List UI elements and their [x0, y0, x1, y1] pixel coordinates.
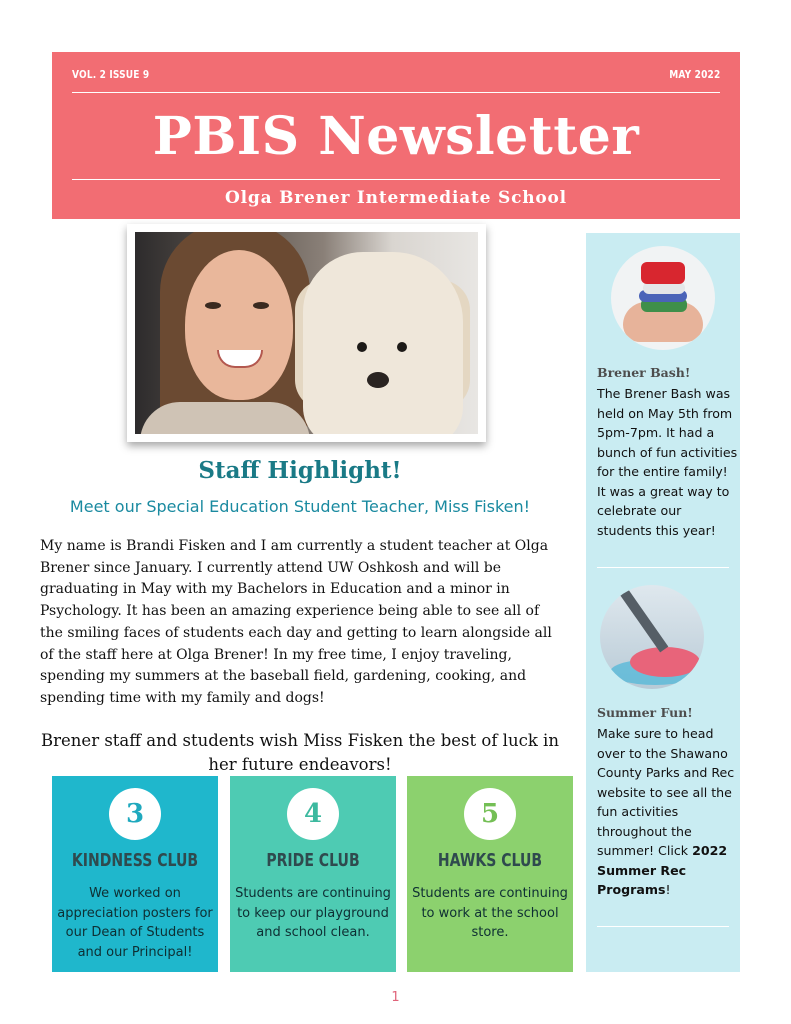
banner-divider-bottom [72, 179, 720, 180]
staff-photo-image [135, 232, 478, 434]
summer-fun-text: Make sure to head over to the Shawano County Parks and Rec website to see all the fun activities throughout the summer! Click 2022 Summer Rec Programs! [597, 726, 735, 897]
staff-highlight-heading: Staff Highlight! [198, 457, 402, 484]
club-description: We worked on appreciation posters for our Dean of Students and our Principal! [57, 886, 213, 960]
sidebar-divider [597, 926, 729, 927]
club-card-hawks [407, 776, 573, 972]
club-name: KINDNESS CLUB [71, 850, 199, 871]
issue-date: MAY 2022 [668, 68, 720, 81]
brener-bash-text: The Brener Bash was held on May 5th from 5pm-7pm. It had a bunch of fun activities for the entire family! It was a great way to celebrate our students this year! [597, 386, 738, 538]
issue-volume: VOL. 2 ISSUE 9 [72, 68, 150, 81]
sidebar [586, 233, 740, 972]
dog-illustration [303, 252, 463, 434]
club-description: Students are continuing to keep our playground and school clean. [235, 886, 391, 940]
staff-photo [127, 224, 486, 442]
summer-rec-programs-link[interactable]: 2022 Summer Rec Programs [597, 843, 728, 897]
newsletter-title: PBIS Newsletter [152, 106, 640, 167]
club-description: Students are continuing to work at the school store. [412, 886, 568, 940]
club-name: PRIDE CLUB [266, 850, 360, 871]
club-name: HAWKS CLUB [437, 850, 543, 871]
sidebar-divider [597, 567, 729, 568]
brener-bash-heading: Brener Bash! [597, 365, 691, 380]
newsletter-banner [52, 52, 740, 219]
clay-blocks-image [611, 246, 715, 350]
club-card-kindness [52, 776, 218, 972]
club-card-pride [230, 776, 396, 972]
staff-highlight-subheading: Meet our Special Education Student Teacher, Miss Fisken! [69, 497, 531, 516]
page-number: 1 [391, 990, 400, 1005]
club-number-badge: 5 [464, 788, 516, 840]
club-number-badge: 4 [287, 788, 339, 840]
staff-highlight-body: My name is Brandi Fisken and I am currently a student teacher at Olga Brener since January. I currently attend UW Oshkosh and will be graduating in May with my Bachelors in Education and a minor in Psychology. It has been an amazing experience being able to see all of the smiling faces of students each day and getting to learn alongside all of the staff here at Olga Brener! In my free time, I enjoy traveling, spending my summers at the baseball field, gardening, cooking, and spending time with my family and dogs! [40, 538, 552, 706]
staff-highlight-wish: Brener staff and students wish Miss Fisken the best of luck in her future endeavors! [41, 731, 559, 774]
club-number-badge: 3 [109, 788, 161, 840]
school-name: Olga Brener Intermediate School [225, 188, 567, 208]
summer-fun-heading: Summer Fun! [597, 705, 693, 720]
paintbrush-image [600, 585, 704, 689]
banner-divider-top [72, 92, 720, 93]
